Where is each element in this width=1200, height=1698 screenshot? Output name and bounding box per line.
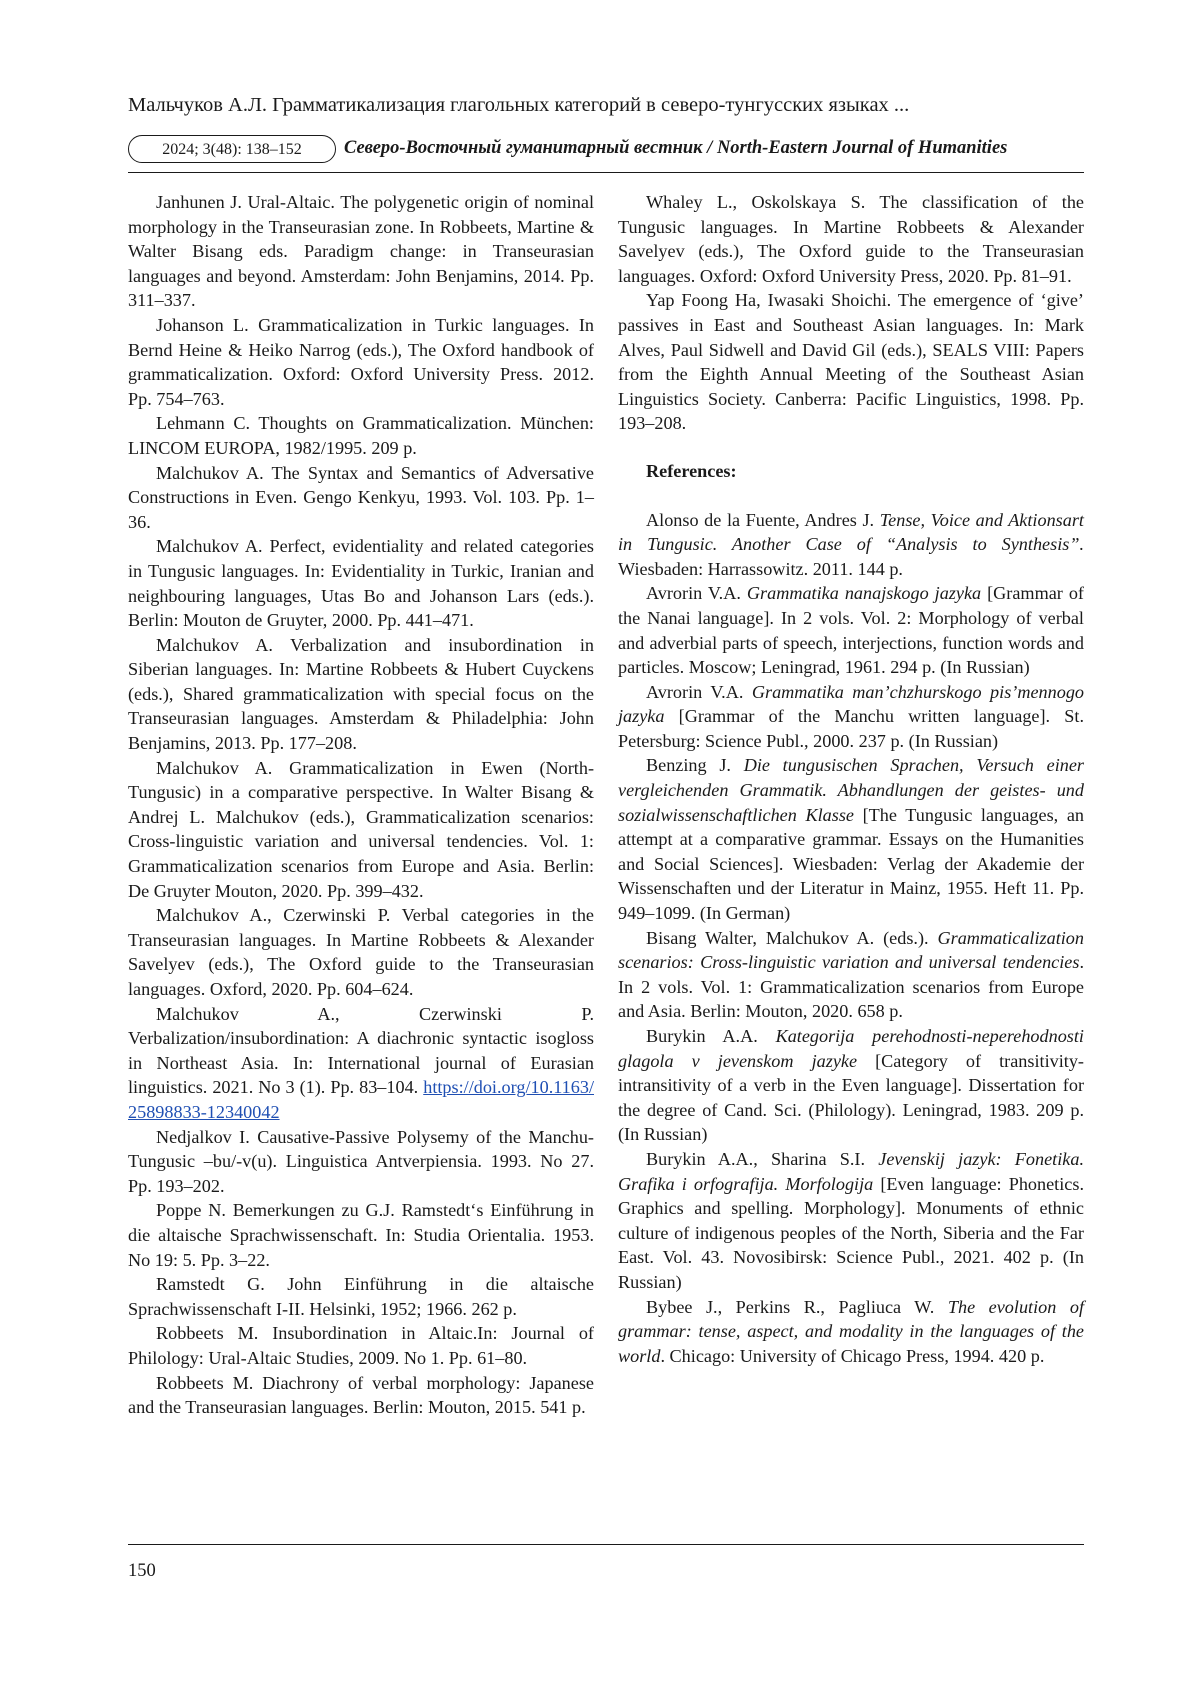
bib-entry — [128, 534, 594, 632]
journal-line — [128, 135, 1084, 167]
running-title: Мальчуков А.Л. Грамматикализация глагольных категорий в северо-тунгусских языках ... — [128, 94, 910, 116]
reference-entry — [618, 680, 1084, 754]
reference-details: Wiesbaden: Harrassowitz. 2011. 144 p. — [618, 558, 903, 579]
bib-entry-text: Ramstedt G. John Einführung in die altaische Sprachwissenschaft I-II. Helsinki, 1952; 1966. 262 p. — [128, 1274, 594, 1319]
spacer — [618, 436, 1084, 459]
bib-entry — [618, 190, 1084, 288]
journal-name: Северо-Восточный гуманитарный вестник / North-Eastern Journal of Humanities — [344, 138, 1008, 158]
reference-title: Kategorija perehodnosti-neperehodnosti glagola v jevenskom jazyke — [618, 1026, 1084, 1071]
references-heading: References: — [646, 460, 737, 481]
reference-entry — [618, 1147, 1084, 1295]
bib-entry — [128, 903, 594, 1001]
bib-entry — [128, 633, 594, 756]
bib-entry-text: Malchukov A. Perfect, evidentiality and related categories in Tungusic languages. In: Evidentiality in Turkic, Iranian and neighbouring languages, Utas Bo and Johanson Lars (eds.). Berlin: Mouton de Gruyter, 2000. Pp. 441–471. — [128, 536, 594, 631]
bib-entry-text: Malchukov A. Grammaticalization in Ewen (North-Tungusic) in a comparative perspective. In Walter Bisang & Andrej L. Malchukov (eds.), Grammaticalization scenarios: Cross-linguistic variation and universal tendencies. Vol. 1: Grammaticalization scenarios from Europe and Asia. Berlin: De Gruyter Mouton, 2020. Pp. 399–432. — [128, 757, 594, 901]
reference-details: . Chicago: University of Chicago Press, 1994. 420 p. — [660, 1345, 1045, 1366]
right-column — [618, 190, 1084, 1368]
reference-text — [618, 1147, 1084, 1295]
reference-title: The evolution of grammar: tense, aspect, and modality in the languages of the world — [618, 1296, 1084, 1366]
spacer — [618, 484, 1084, 508]
bib-entry — [128, 411, 594, 460]
reference-entry — [618, 581, 1084, 679]
reference-text — [618, 581, 1084, 679]
bib-entry-text: Malchukov A., Czerwinski P. Verbal categories in the Transeurasian languages. In Martine Robbeets & Alexander Savelyev (eds.), The Oxford guide to the Transeurasian languages. Oxford, 2020. Pp. 604–624. — [128, 905, 594, 999]
reference-text — [618, 926, 1084, 1024]
bib-entry — [128, 1272, 594, 1321]
reference-title: Grammaticalization scenarios: Cross-linguistic variation and universal tendencies — [618, 927, 1084, 973]
reference-details: [The Tungusic languages, an attempt at a comparative grammar. Essays on the Humanities and Social Sciences]. Wiesbaden: Verlag der Akademie der Wissenschaften und der Literatur in Mainz, 1955. Heft 11. Pp. 949–1099. (In German) — [618, 804, 1084, 924]
bib-entry-text: Yap Foong Ha, Iwasaki Shoichi. The emergence of ‘give’ passives in East and Southeast Asian languages. In: Mark Alves, Paul Sidwell and David Gil (eds.), SEALS VIII: Papers from the Eighth Annual Meeting of the Southeast Asian Linguistics Society. Canberra: Pacific Linguistics, 1998. Pp. 193–208. — [618, 290, 1084, 434]
reference-authors: Burykin A.A., Sharina S.I. — [646, 1148, 879, 1169]
bib-entry — [128, 1125, 594, 1199]
reference-text — [618, 1024, 1084, 1147]
reference-title: Tense, Voice and Aktionsart in Tungusic. Another Case of “Analysis to Synthesis”. — [618, 509, 1084, 555]
bib-entry — [618, 288, 1084, 436]
bib-entry-text: Malchukov A. The Syntax and Semantics of Adversative Constructions in Even. Gengo Kenkyu, 1993. Vol. 103. Pp. 1–36. — [128, 462, 594, 532]
reference-authors: Alonso de la Fuente, Andres J. — [646, 509, 880, 530]
reference-authors: Avrorin V.A. — [646, 681, 752, 702]
reference-details: [Category of transitivity-intransitivity of a verb in the Even language]. Dissertation for the degree of Cand. Sci. (Philology). Leningrad, 1983. 209 p. (In Russian) — [618, 1050, 1084, 1145]
bib-entry-text: Johanson L. Grammaticalization in Turkic languages. In Bernd Heine & Heiko Narrog (eds.), The Oxford handbook of grammaticalization. Oxford: Oxford University Press. 2012. Pp. 754–763. — [128, 314, 594, 409]
reference-entry — [618, 508, 1084, 582]
bib-entry-text: Poppe N. Bemerkungen zu G.J. Ramstedt‘s Einführung in die altaische Sprachwissenschaft. In: Studia Orientalia. 1953. No 19: 5. Pp. 3–22. — [128, 1200, 594, 1270]
bib-entry — [128, 1002, 594, 1125]
reference-entry — [618, 1295, 1084, 1369]
bib-entry — [128, 313, 594, 411]
reference-text — [618, 680, 1084, 754]
bib-entry-text: Whaley L., Oskolskaya S. The classification of the Tungusic languages. In Martine Robbeets & Alexander Savelyev (eds.), The Oxford guide to the Transeurasian languages. Oxford: Oxford University Press, 2020. Pp. 81–91. — [618, 192, 1084, 286]
reference-entry — [618, 753, 1084, 925]
bib-entry — [128, 756, 594, 904]
reference-authors: Burykin A.A. — [646, 1026, 776, 1046]
doi-link[interactable]: https://doi.org/10.1163/25898833-12340042 — [128, 1077, 594, 1122]
bib-entry-text: Lehmann C. Thoughts on Grammaticalization. München: LINCOM EUROPA, 1982/1995. 209 p. — [128, 413, 594, 458]
bib-entry-text: Malchukov A. Verbalization and insubordination in Siberian languages. In: Martine Robbeets & Hubert Cuyckens (eds.), Shared grammaticalization with special focus on the Transeurasian languages. Amsterdam & Philadelphia: John Benjamins, 2013. Pp. 177–208. — [128, 634, 594, 754]
reference-text — [618, 508, 1084, 582]
reference-details: [Grammar of the Nanai language]. In 2 vols. Vol. 2: Morphology of verbal and adverbial parts of speech, interjections, function words and particles. Moscow; Leningrad, 1961. 294 p. (In Russian) — [618, 583, 1084, 678]
bib-entry-text: Nedjalkov I. Causative-Passive Polysemy of the Manchu-Tungusic –bu/-v(u). Linguistica Antverpiensia. 1993. No 27. Pp. 193–202. — [128, 1126, 594, 1196]
reference-title: Jevenskij jazyk: Fonetika. Grafika i orfografija. Morfologija — [618, 1148, 1085, 1194]
reference-text — [618, 753, 1084, 925]
bib-entry-text: Robbeets M. Insubordination in Altaic.In: Journal of Philology: Ural-Altaic Studies, 2009. No 1. Pp. 61–80. — [128, 1323, 594, 1368]
reference-title: Die tungusischen Sprachen, Versuch einer vergleichenden Grammatik. Abhandlungen der geistes- und sozialwissenschaftlichen Klasse — [618, 755, 1084, 825]
header-rule — [128, 172, 1084, 173]
bib-entry — [128, 1321, 594, 1370]
reference-authors: Benzing J. — [646, 755, 744, 776]
issue-badge: 2024; 3(48): 138–152 — [128, 135, 336, 163]
reference-entry — [618, 1024, 1084, 1147]
reference-details: . In 2 vols. Vol. 1: Grammaticalization scenarios from Europe and Asia. Berlin: Mouton, 2020. 658 p. — [618, 952, 1084, 1022]
left-column — [128, 190, 594, 1420]
bib-entry — [128, 190, 594, 313]
reference-authors: Bybee J., Perkins R., Pagliuca W. — [646, 1296, 948, 1317]
bib-entry-body: Malchukov A., Czerwinski P. Verbalization/insubordination: A diachronic syntactic isogloss in Northeast Asia. In: International journal of Eurasian linguistics. 2021. No 3 (1). Pp. 83–104. — [128, 1003, 594, 1098]
page-number: 150 — [128, 1561, 156, 1581]
bib-entry — [128, 461, 594, 535]
reference-details: [Even language: Phonetics. Graphics and spelling. Morphology]. Monuments of ethnic culture of indigenous peoples of the North, Siberia and the Far East. Vol. 43. Novosibirsk: Science Publ., 2021. 402 p. (In Russian) — [618, 1173, 1084, 1292]
reference-authors: Bisang Walter, Malchukov A. (eds.). — [646, 927, 938, 948]
bib-entry — [128, 1371, 594, 1420]
reference-details: [Grammar of the Manchu written language]. St. Petersburg: Science Publ., 2000. 237 p. (In Russian) — [618, 706, 1084, 751]
reference-title: Grammatika nanajskogo jazyka — [746, 583, 982, 604]
footer-rule — [128, 1544, 1084, 1545]
bib-entry-text — [128, 1002, 594, 1125]
reference-text — [618, 1295, 1084, 1369]
bib-entry-text: Robbeets M. Diachrony of verbal morphology: Japanese and the Transeurasian languages. Berlin: Mouton, 2015. 541 p. — [128, 1372, 594, 1418]
reference-entry — [618, 926, 1084, 1024]
bib-entry-text: Janhunen J. Ural-Altaic. The polygenetic origin of nominal morphology in the Transeurasian zone. In Robbeets, Martine & Walter Bisang eds. Paradigm change: in Transeurasian languages and beyond. Amsterdam: John Benjamins, 2014. Pp. 311–337. — [128, 192, 594, 311]
bib-entry — [128, 1198, 594, 1272]
reference-title: Grammatika man’chzhurskogo pis’mennogo jazyka — [618, 681, 1085, 727]
reference-authors: Avrorin V.A. — [646, 583, 747, 604]
